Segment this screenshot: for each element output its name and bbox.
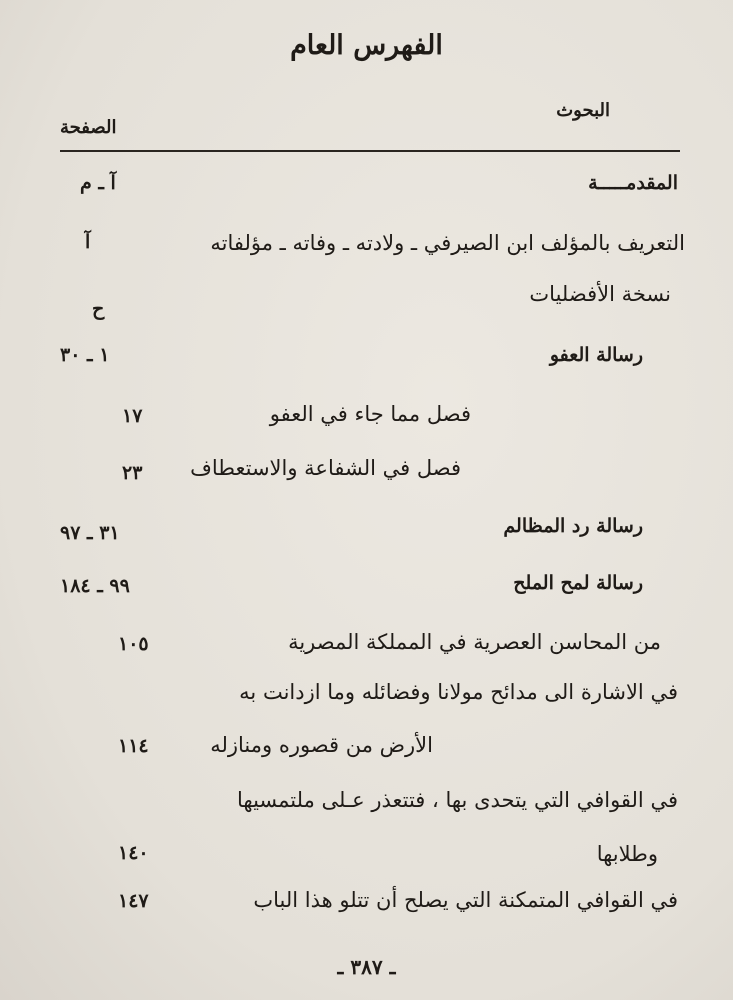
- toc-page-mahasin: ١٠٥: [118, 633, 149, 655]
- toc-entry-introduction: المقدمـــــة: [588, 172, 678, 194]
- page-number: ـ ٣٨٧ ـ: [337, 955, 396, 979]
- column-header-page: الصفحة: [60, 117, 117, 138]
- toc-entry-mahasin: من المحاسن العصرية في المملكة المصرية: [288, 630, 661, 654]
- page-title: الفهرس العام: [290, 30, 443, 61]
- toc-entry-ard: الأرض من قصوره ومنازله: [210, 733, 433, 757]
- toc-page-risala-lamh: ٩٩ ـ ١٨٤: [60, 575, 130, 597]
- toc-page-tullab: ١٤٠: [118, 842, 149, 864]
- toc-page-qawafi-mutamakkina: ١٤٧: [118, 890, 149, 912]
- toc-entry-tullab: وطلابها: [596, 842, 658, 866]
- toc-page-author: آ: [85, 231, 91, 253]
- toc-page-manuscript: ح: [92, 298, 105, 320]
- toc-page-introduction: آ ـ م: [80, 172, 116, 194]
- toc-entry-manuscript: نسخة الأفضليات: [529, 282, 671, 306]
- toc-entry-isharah: في الاشارة الى مدائح مولانا وفضائله وما ازدانت به: [239, 680, 678, 704]
- toc-page-fasl-shafaa: ٢٣: [122, 462, 143, 484]
- toc-entry-author: التعريف بالمؤلف ابن الصيرفي ـ ولادته ـ وفاته ـ مؤلفاته: [210, 231, 685, 255]
- toc-page-fasl-afw: ١٧: [122, 405, 143, 427]
- toc-entry-fasl-shafaa: فصل في الشفاعة والاستعطاف: [190, 456, 461, 480]
- toc-entry-risala-mazalim: رسالة رد المظالم: [503, 515, 643, 537]
- toc-entry-fasl-afw: فصل مما جاء في العفو: [269, 402, 471, 426]
- toc-entry-risala-lamh: رسالة لمح الملح: [513, 572, 643, 594]
- toc-page-risala-mazalim: ٣١ ـ ٩٧: [60, 522, 120, 544]
- toc-page-risala-afw: ١ ـ ٣٠: [60, 344, 110, 366]
- toc-entry-qawafi-tahaddi: في القوافي التي يتحدى بها ، فتتعذر عـلى ملتمسيها: [237, 788, 678, 812]
- header-rule: [60, 150, 680, 152]
- toc-page-ard: ١١٤: [118, 735, 149, 757]
- toc-entry-qawafi-mutamakkina: في القوافي المتمكنة التي يصلح أن تتلو هذا الباب: [253, 888, 678, 912]
- column-header-topics: البحوث: [556, 100, 610, 121]
- toc-entry-risala-afw: رسالة العفو: [549, 344, 643, 366]
